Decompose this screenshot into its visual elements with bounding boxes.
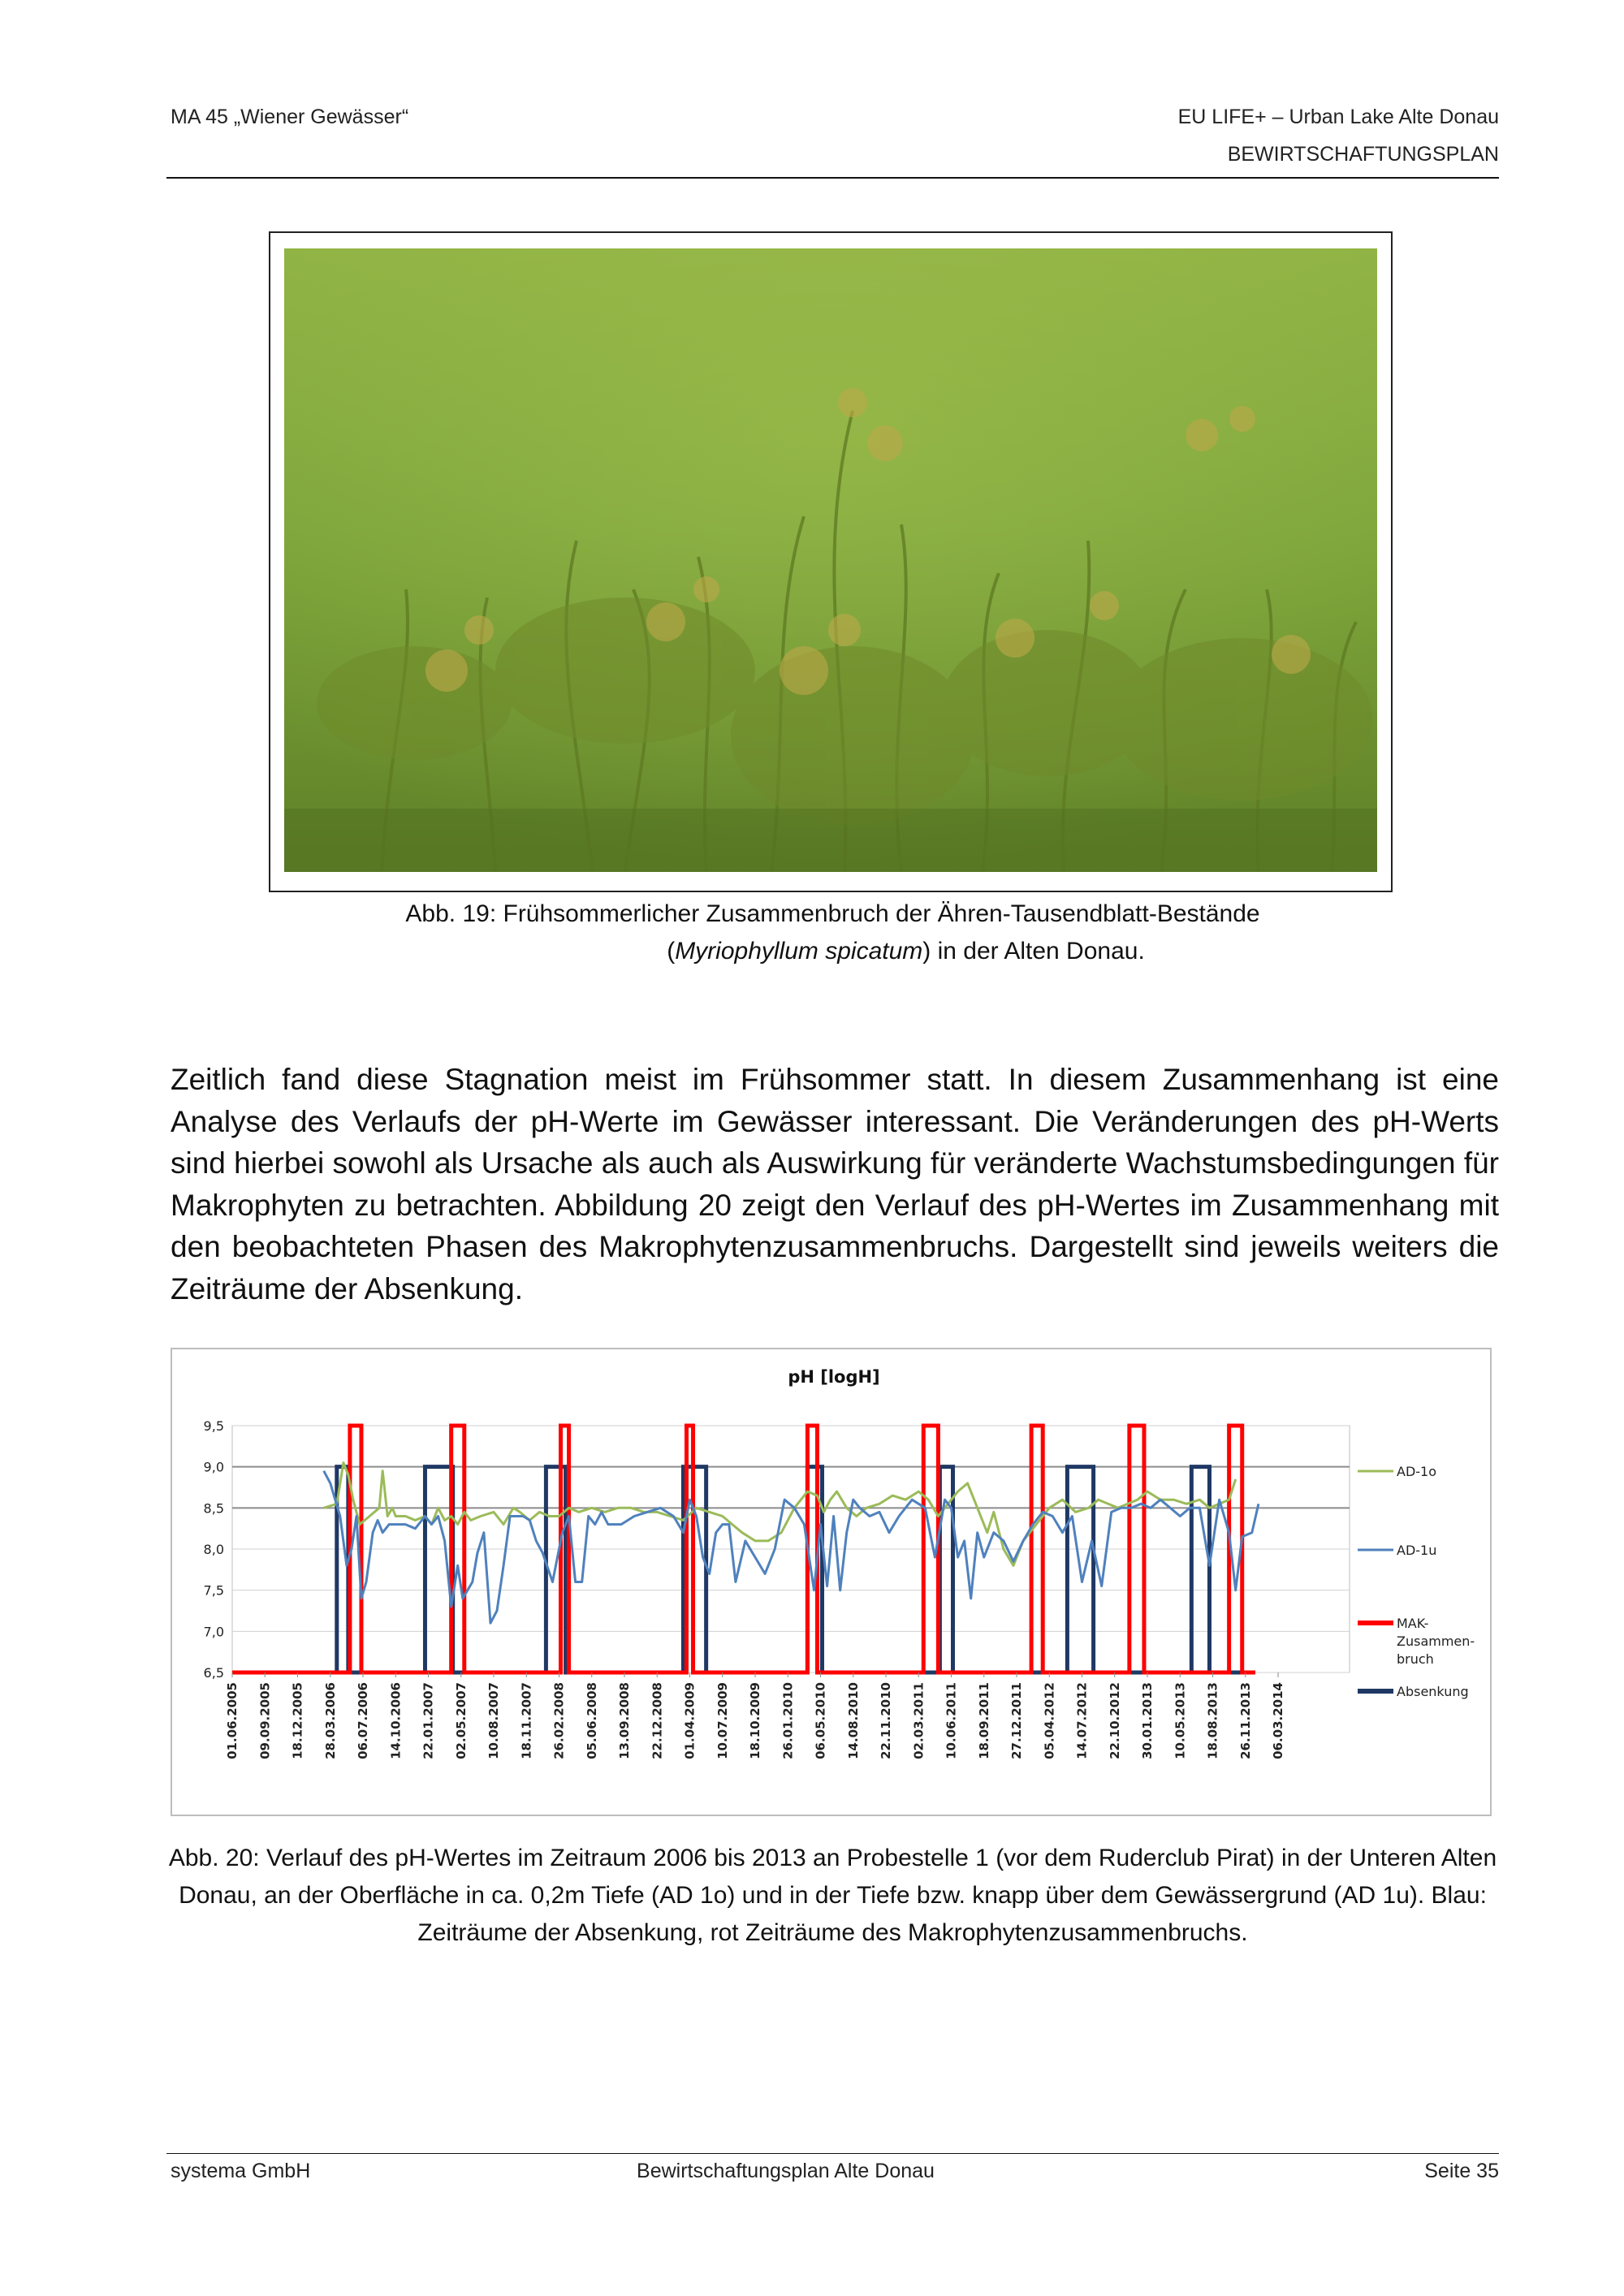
y-tick-label: 8,5 [203,1500,224,1517]
figure19-caption-line2 [166,933,1499,970]
body-paragraph [171,1059,1499,1310]
header-rule [166,177,1499,179]
series-ad-1o [324,1463,1236,1566]
figure19-caption-line1: Abb. 19: Frühsommerlicher Zusammenbruch der Ähren-Tausendblatt-Bestände [405,900,1260,927]
x-tick-label: 22.12.2008 [650,1682,665,1759]
footer-rule [166,2153,1499,2154]
y-tick-label: 8,0 [203,1542,224,1557]
header-right-title: EU LIFE+ – Urban Lake Alte Donau [1177,106,1499,128]
header-right-subtitle: BEWIRTSCHAFTUNGSPLAN [1227,143,1499,166]
x-tick-label: 22.01.2007 [421,1682,436,1759]
legend-label: Zusammen- [1397,1634,1475,1649]
x-tick-label: 05.06.2008 [584,1682,599,1759]
x-tick-label: 06.03.2014 [1271,1682,1286,1759]
footer-page-number: Seite 35 [1424,2160,1499,2182]
x-tick-label: 30.01.2013 [1140,1682,1155,1759]
legend-label: AD-1u [1397,1543,1437,1558]
x-tick-label: 02.03.2011 [911,1682,926,1759]
x-tick-label: 18.09.2011 [976,1682,991,1759]
y-tick-label: 6,5 [203,1665,224,1681]
x-tick-label: 13.09.2008 [617,1682,633,1759]
x-tick-label: 14.07.2012 [1074,1682,1090,1759]
x-tick-label: 01.06.2005 [225,1682,240,1759]
chart-title: pH [logH] [788,1367,880,1387]
x-tick-label: 18.11.2007 [519,1682,534,1759]
x-tick-label: 26.02.2008 [551,1682,567,1759]
x-tick-label: 10.07.2009 [715,1682,730,1759]
x-tick-label: 22.11.2010 [879,1682,894,1759]
x-tick-label: 05.04.2012 [1042,1682,1057,1759]
y-tick-label: 9,5 [203,1418,224,1434]
footer-center: Bewirtschaftungsplan Alte Donau [637,2160,935,2182]
x-tick-label: 14.08.2010 [845,1682,861,1759]
x-tick-label: 18.08.2013 [1205,1682,1220,1759]
x-tick-label: 10.06.2011 [944,1682,959,1759]
x-tick-label: 09.09.2005 [257,1682,273,1759]
y-tick-label: 9,0 [203,1459,224,1475]
x-tick-label: 10.08.2007 [486,1682,502,1759]
x-tick-label: 18.10.2009 [748,1682,763,1759]
figure19-caption-paren: ( [667,938,676,965]
legend-label: AD-1o [1397,1464,1437,1479]
x-tick-label: 18.12.2005 [290,1682,305,1759]
legend-label: Absenkung [1397,1684,1469,1699]
figure19-frame [269,231,1393,892]
x-tick-label: 06.07.2006 [356,1682,371,1759]
body-paragraph-text: Zeitlich fand diese Stagnation meist im Frühsommer statt. In diesem Zusammenhang ist eine Analyse des Verlaufs der pH-Werte im Gewässer interessant. Die Veränderungen des pH-Werts sind hierbei sowohl als Ursache als auch als Auswirkung für veränderte Wachstumsbedingungen für Makrophyten zu betrachten. Abbildung 20 zeigt den Verlauf des pH-Wertes im Zusammenhang mit den beobachteten Phasen des Makrophytenzusammenbruchs. Dargestellt sind jeweils weiters die Zeiträume der Absenkung. [171,1063,1499,1306]
x-tick-label: 10.05.2013 [1173,1682,1188,1759]
header-left: MA 45 „Wiener Gewässer“ [171,106,409,128]
x-tick-label: 22.10.2012 [1107,1682,1122,1759]
figure19-photo [284,248,1377,872]
figure19-caption-rest: ) in der Alten Donau. [922,938,1145,965]
x-tick-label: 14.10.2006 [388,1682,404,1759]
figure20-chart [171,1348,1492,1816]
ph-chart-svg [172,1349,1490,1815]
x-tick-label: 28.03.2006 [322,1682,338,1759]
legend-label: MAK- [1397,1616,1429,1631]
x-tick-label: 06.05.2010 [813,1682,828,1759]
x-tick-label: 27.12.2011 [1009,1682,1025,1759]
x-tick-label: 01.04.2009 [682,1682,698,1759]
y-tick-label: 7,5 [203,1582,224,1599]
x-tick-label: 26.11.2013 [1237,1682,1253,1759]
x-tick-label: 26.01.2010 [780,1682,796,1759]
figure20-caption: Abb. 20: Verlauf des pH-Wertes im Zeitraum 2006 bis 2013 an Probestelle 1 (vor dem Ruderclub Pirat) in der Unteren Alten Donau, an der Oberfläche in ca. 0,2m Tiefe (AD 1o) und in der Tiefe bzw. knapp über dem Gewässergrund (AD 1u). Blau: Zeiträume der Absenkung, rot Zeiträume des Makrophytenzusammenbruchs. [168,1845,1497,1946]
x-tick-label: 02.05.2007 [453,1682,469,1759]
footer-left: systema GmbH [171,2160,311,2182]
figure19-caption-species: Myriophyllum spicatum [675,938,923,965]
y-tick-label: 7,0 [203,1624,224,1640]
legend-label: bruch [1397,1651,1434,1667]
